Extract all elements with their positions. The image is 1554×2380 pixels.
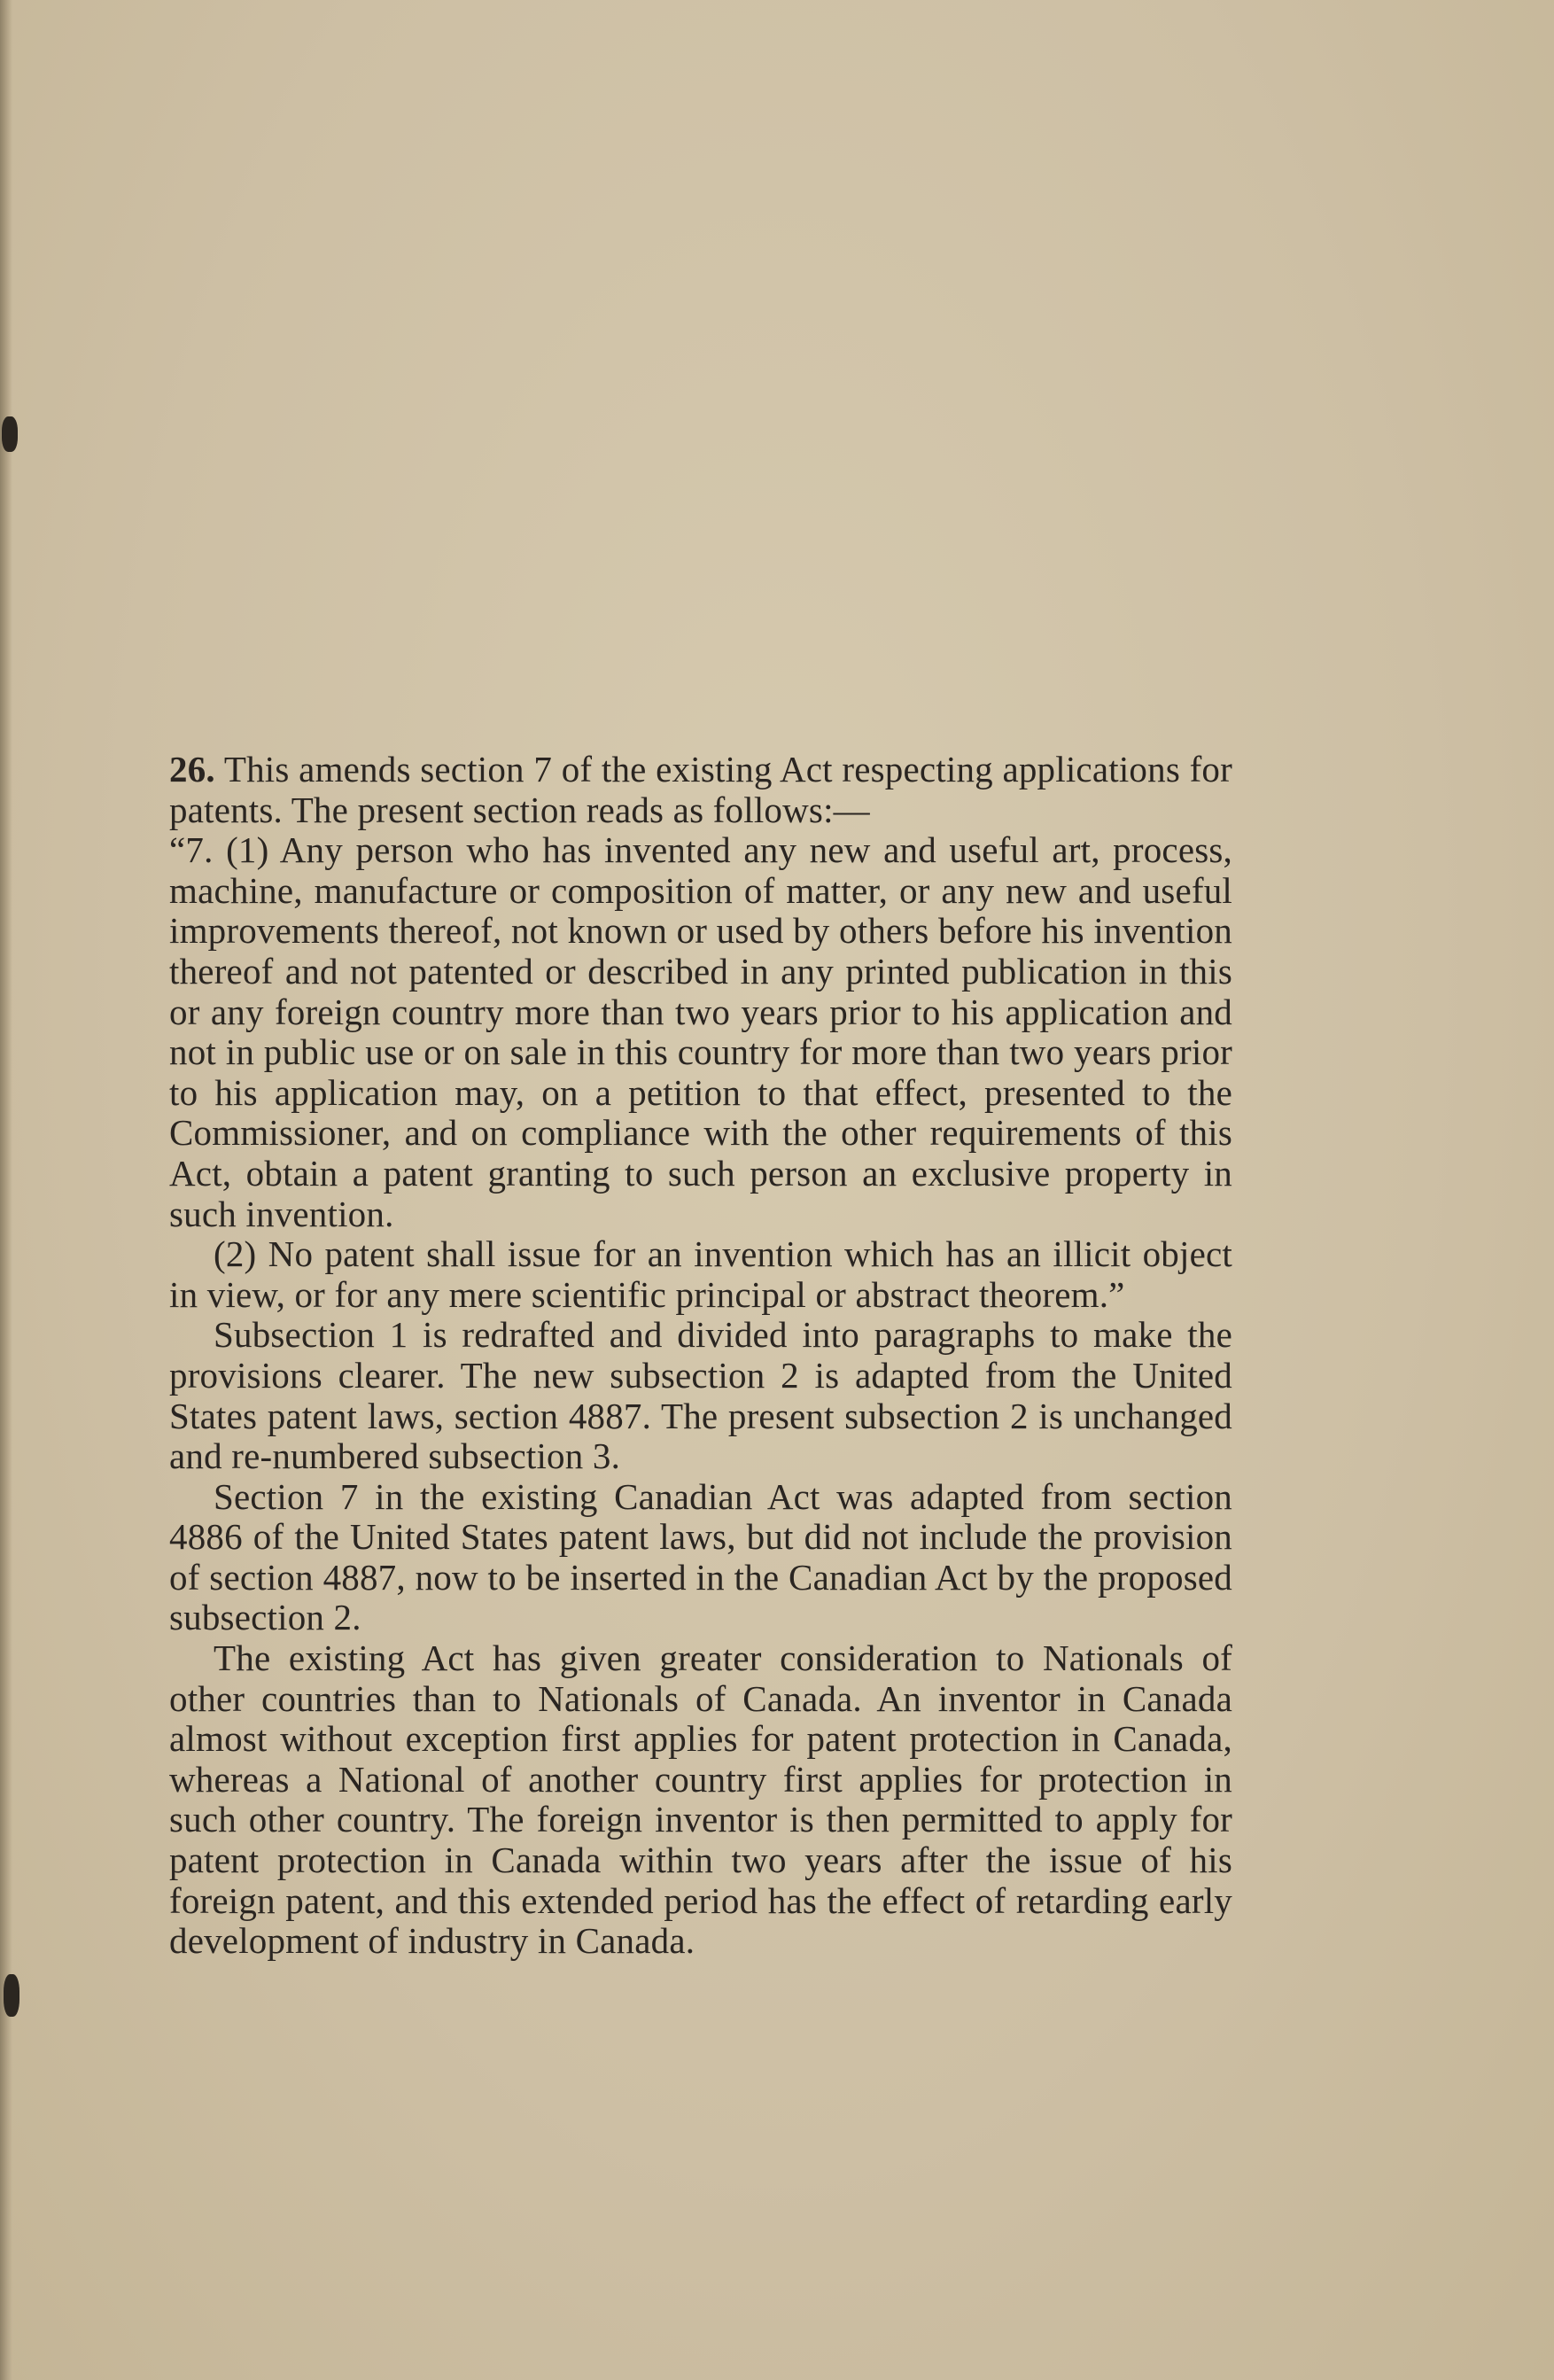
paragraph-2: “7. (1) Any person who has invented any new and useful art, process, machine, manufacture or composition of matter, or any new and useful improvements thereof, not known or used by others before his invention thereof and not patented or described in any printed publication in this or any foreign country more than two years prior to his application and not in public use or on sale in this country for more than two years prior to his application may, on a petition to that effect, presented to the Commissioner, and on compliance with the other requirements of this Act, obtain a patent granting to such person an exclusive property in such invention. [169,829,1232,1234]
paragraph-1-text: This amends section 7 of the existing Act respecting applications for patents. The present section reads as follows:— [169,749,1232,830]
paragraph-6: The existing Act has given greater consideration to Nationals of other countries than to Nationals of Canada. An inventor in Canada almost without exception first applies for patent protection in Canada, whereas a National of another country first applies for protection in such other country. The foreign inventor is then permitted to apply for patent protection in Canada within two years after the issue of his foreign patent, and this extended period has the effect of retarding early development of industry in Canada. [169,1637,1232,1962]
page-edge [0,0,12,2380]
paragraph-3: (2) No patent shall issue for an invention which has an illicit object in view, or for any mere scientific principal or abstract theorem.” [169,1233,1232,1315]
paragraph-4: Subsection 1 is redrafted and divided into paragraphs to make the provisions clearer. The new subsection 2 is adapted from the United States patent laws, section 4887. The present subsection 2 is unchanged and re-numbered subsection 3. [169,1314,1232,1477]
ink-blot-bottom [4,1974,19,2017]
paragraph-1 [169,750,1232,830]
ink-blot-top [2,416,18,452]
paragraph-5: Section 7 in the existing Canadian Act was adapted from section 4886 of the United States patent laws, but did not include the provision of section 4887, now to be inserted in the Canadian Act by the proposed subsection 2. [169,1475,1232,1638]
section-number: 26. [169,749,215,789]
document-body [169,750,1232,1962]
